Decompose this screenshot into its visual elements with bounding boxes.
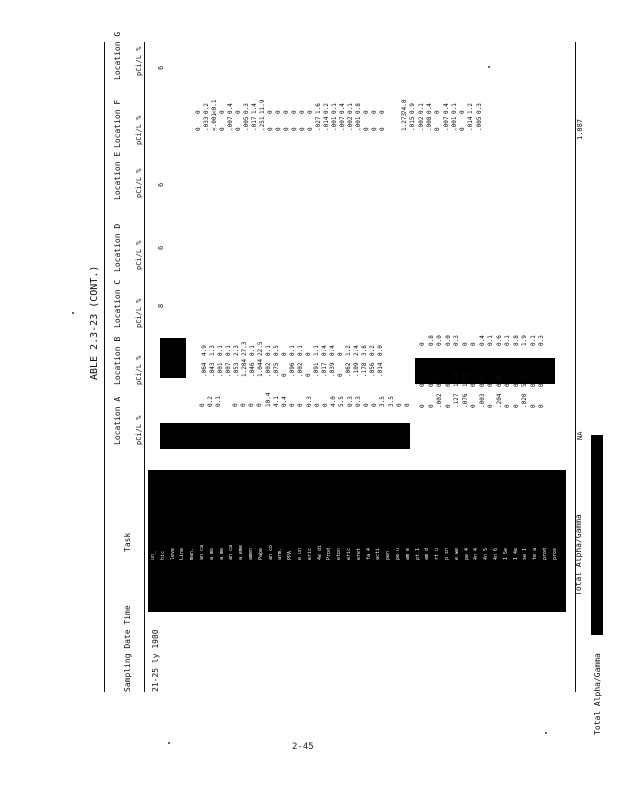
table-cell: .039 [329,362,336,377]
table-cell: 0.8 [427,335,435,346]
redaction-block-loc-b-top [160,338,186,378]
table-cell: .014 [467,116,475,131]
table-cell: 0 [512,383,520,387]
task-label: am d [424,547,431,560]
table-cell: 0.1 [297,345,304,356]
sub-f: pCi/L % [135,115,143,145]
table-cell: 0 [322,403,329,407]
header-loc-b: Location B [113,336,122,385]
loc-g-mark: 6 [157,65,165,70]
table-cell: .109 [353,362,360,377]
redaction-block-task [148,470,566,532]
table-cell: 13.2 [461,372,469,387]
task-label: pt 1 [414,547,421,560]
table-cell: 0 [444,383,452,387]
table-cell: 0.2 [323,103,330,114]
table-cell: 0 [470,404,477,408]
table-cell: 0 [379,110,386,114]
table-cell: .001 [355,116,362,131]
sub-g: pCi/L % [135,46,143,76]
table-cell: 0 [199,403,206,407]
table-cell: 0 [459,110,467,114]
table-cell: 0 [395,403,403,407]
table-cell: <0.1 [211,99,218,114]
table-cell: .007 [339,116,346,131]
table-cell: 22.5 [257,341,264,356]
task-label: eric [306,547,313,560]
table-cell: .017 [321,362,328,377]
header-loc-d: Location D [113,223,122,272]
redaction-block-loc-a [160,423,410,449]
table-cell: .251 [259,116,266,131]
table-cell: 1.1 [313,345,320,356]
table-cell: 0 [444,404,452,408]
table-cell: 0.8 [355,103,362,114]
table-cell: .204 [495,393,503,408]
table-cell: 0 [538,383,545,387]
task-label: pen [385,550,392,560]
task-label: an ca [199,544,205,560]
table-top-rule [104,42,105,692]
table-cell: .053 [233,362,240,377]
table-cell: .178 [361,362,368,377]
table-cell: 4.9 [201,345,208,356]
table-cell: 0.1 [450,103,458,114]
table-cell: 0 [337,373,344,377]
table-cell: 0 [363,110,370,114]
task-label: leve [169,547,176,560]
task-label: 1 5e [502,547,509,560]
header-rule [144,42,145,692]
table-cell: 0.1 [487,335,494,346]
table-cell: 1.273 [401,112,408,131]
table-cell: .015 [409,116,417,131]
table-cell: 2.4 [353,345,360,356]
table-cell: 2.3 [233,345,240,356]
table-cell: 0 [419,342,426,346]
table-cell: 1.044 [257,358,264,377]
table-cell: .014 [323,116,330,131]
task-label: man. [189,547,196,560]
task-label: 1 4e [512,547,519,560]
table-cell: 0.3 [478,376,486,387]
scan-speck [168,742,170,744]
table-cell: 0 [219,127,226,131]
table-cell: .005 [243,116,250,131]
table-cell: 0.0 [444,335,452,346]
table-cell: 0.1 [529,335,537,346]
task-label: an co [267,544,274,560]
task-label: Pape [257,547,264,560]
task-label: pros [551,547,558,560]
table-cell: 27.3 [241,341,248,356]
loc-c-mark: 8 [157,303,165,308]
header-sampling: Sampling Date Time [123,605,132,692]
sub-c: pCi/L % [135,298,143,328]
table-cell: 1.9 [521,335,528,346]
task-label: te a [532,547,539,560]
table-cell: 0 [299,110,306,114]
table-cell: 0 [470,383,477,387]
scan-speck [488,66,490,68]
table-cell: 3.8 [361,345,368,356]
table-cell: 0 [275,110,282,114]
task-label: acti [375,547,382,560]
loc-e-mark: 6 [157,182,165,187]
task-label: prod [542,547,548,560]
table-cell: .001 [331,116,338,131]
table-cell: 1.4 [251,103,258,114]
table-cell: .062 [345,362,352,377]
table-cell: 0.3 [346,396,354,407]
task-label: pe 4 [463,547,470,560]
table-cell: 0 [195,127,202,131]
sampling-date: 21-25 ly 1980 [151,629,160,692]
task-label: amen [248,547,254,560]
table-cell: .002 [265,362,272,377]
table-cell: 0 [434,110,442,114]
loc-d-mark: 6 [157,245,165,250]
task-label: an ca [228,544,235,560]
table-cell: 5.7 [521,376,528,387]
table-cell: 0 [363,127,370,131]
sub-a: pCi/L % [135,415,143,445]
table-cell: .043 [209,362,216,377]
table-cell: 1.204 [241,358,248,377]
table-cell: .064 [201,362,208,377]
table-cell: 0.1 [225,345,232,356]
table-cell: .076 [461,393,469,408]
table-cell: 0.2 [207,396,215,407]
table-cell: 0.1 [249,345,256,356]
table-cell: 0.3 [354,396,362,407]
table-cell: 0 [379,127,386,131]
task-label: 4n 6 [493,547,499,560]
table-cell: .020 [521,393,528,408]
table-cell: .091 [313,362,320,377]
table-cell: 0.9 [409,103,417,114]
table-cell: 0.3 [243,103,250,114]
table-cell: 0.2 [369,345,376,356]
table-cell: .002 [436,393,443,408]
task-label: hic [159,550,166,560]
task-label: e un [297,547,303,560]
table-cell: 0 [371,403,379,407]
table-cell: 0 [267,110,274,114]
scan-speck [72,312,74,314]
table-title: ABLE 2.3-23 (CONT.) [89,265,100,380]
table-cell: 1.2 [467,103,475,114]
redaction-block-task-rows [148,532,566,612]
table-cell: 0 [504,383,511,387]
task-label: eric [346,547,352,560]
table-cell: 0 [305,373,312,377]
table-cell: 5.5 [338,396,346,407]
task-label: eton [336,547,343,560]
task-label: PPA [287,550,294,560]
table-cell: 0 [419,383,426,387]
header-loc-a: Location A [113,396,122,445]
table-cell: 0 [195,110,202,114]
table-cell: 0 [256,403,264,407]
table-cell: 0 [538,404,545,408]
table-cell: 0 [487,404,494,408]
task-label: un_ [150,550,156,560]
task-label: e we [453,547,460,560]
table-cell: 0 [512,404,520,408]
table-cell: 0 [267,127,274,131]
table-cell: .096 [289,362,296,377]
table-cell: 0.1 [265,345,272,356]
table-cell: 74.8 [401,99,408,114]
table-cell: 0.2 [203,103,210,114]
table-cell: 0.1 [347,103,354,114]
header-task: Task [123,532,132,552]
table-cell: 0.3 [453,335,460,346]
sub-b: pCi/L % [135,355,143,385]
table-cell: .001 [450,116,458,131]
table-cell: 0.1 [217,345,224,356]
table-cell: .008 [425,116,433,131]
table-cell: 0 [231,403,239,407]
table-cell: 0.6 [495,335,503,346]
scan-speck [545,732,547,734]
table-cell: 0.3 [475,103,483,114]
table-cell: .002 [347,116,354,131]
total-mid-value: NA [576,431,584,440]
table-cell: 0 [504,404,511,408]
task-label: pe u [395,547,401,560]
task-label: rt u [434,547,441,560]
table-cell: 0 [235,127,242,131]
table-cell: 11.9 [259,99,266,114]
table-cell: 0.0 [436,335,443,346]
table-cell: 0.4 [339,103,346,114]
task-label: 4n 5 [483,547,490,560]
task-label: p sn [444,547,450,560]
task-label: a eme [238,544,245,560]
table-cell: 0.5 [273,345,280,356]
table-cell: .075 [273,362,280,377]
total-right-value: 1.087 [576,118,584,140]
table-cell: 0 [219,110,226,114]
table-cell: 0 [371,110,378,114]
sub-e: pCi/L % [135,168,143,198]
table-cell: 0 [307,127,314,131]
task-label: se 1 [522,547,529,560]
table-cell: 0.3 [305,396,313,407]
table-cell: .056 [369,362,376,377]
header-loc-e: Location E [113,151,122,200]
table-cell: 0 [371,127,378,131]
table-cell: .002 [297,362,304,377]
table-cell: 0 [434,127,442,131]
table-cell: 1.6 [315,103,322,114]
table-cell: 0.0 [495,376,503,387]
header-loc-c: Location C [113,279,122,328]
table-cell: 0.4 [321,345,328,356]
table-cell: 0 [459,127,467,131]
table-cell: .127 [453,393,460,408]
table-cell: 0.1 [215,396,223,407]
table-cell: 0 [461,342,469,346]
table-cell: .007 [442,116,450,131]
table-cell: 0 [281,352,288,356]
table-cell: 0 [363,403,370,407]
table-cell: 3.5 [387,396,395,407]
task-label: arm. [277,547,284,560]
table-cell: 0 [404,403,411,407]
task-label: a mo [208,547,215,560]
table-cell: 0 [291,110,298,114]
table-cell: .005 [475,116,483,131]
table-cell: .014 [377,362,384,377]
table-cell: 0 [470,342,477,346]
table-cell: 4.0 [330,396,338,407]
table-cell: .046 [249,362,256,377]
total-row-label-lower: Total Alpha/Gamma [593,653,602,735]
task-label: eret [355,547,362,560]
table-cell: 0.4 [442,103,450,114]
table-cell: 0 [281,373,288,377]
table-cell: 0 [240,403,247,407]
task-label: a me [218,547,225,560]
header-loc-g: Location G [113,31,122,80]
table-cell: 0.4 [227,103,234,114]
total-row-label: Total Alpha/Gamma [574,514,583,596]
page-number: 2-45 [292,742,314,752]
table-cell: 0 [419,404,426,408]
table-cell: 0.4 [329,345,336,356]
sub-d: pCi/L % [135,240,143,270]
right-edge-redaction [591,435,603,635]
task-label: Line [179,547,186,560]
table-cell: 0 [297,403,305,407]
table-cell: 0 [487,383,494,387]
table-cell: 0 [235,110,242,114]
table-cell: 0 [275,127,282,131]
table-cell: .002 [417,116,425,131]
table-cell: 0.4 [281,396,288,407]
table-cell: .001 [217,362,224,377]
table-cell: 10.4 [264,392,272,407]
task-label: fa 4 [365,547,372,560]
table-cell: 3.5 [379,396,387,407]
table-cell: 0.1 [331,103,338,114]
table-cell: 0.1 [504,335,511,346]
table-cell: .033 [203,116,210,131]
task-label: 4n 4 [473,547,480,560]
table-cell: 0 [313,403,321,407]
table-cell: .007 [227,116,234,131]
table-cell: 0.4 [478,335,486,346]
table-cell: 0 [305,352,312,356]
table-cell: 0 [307,110,314,114]
table-cell: 1.3 [209,345,216,356]
table-cell: 0.4 [425,103,433,114]
header-loc-f: Location F [113,99,122,148]
table-cell: 13.3 [453,372,460,387]
table-cell: 0.0 [377,345,384,356]
table-cell: 0 [337,352,344,356]
task-label: 4e di [316,544,323,560]
table-cell: 0 [248,403,256,407]
table-cell: <.001 [211,112,218,131]
table-cell: .003 [478,393,486,408]
table-cell: 0 [529,383,537,387]
table-cell: 0 [283,110,290,114]
task-label: Prod [326,547,333,560]
table-cell: 0.3 [538,335,545,346]
table-cell: 0 [299,127,306,131]
table-cell: 0.1 [417,103,425,114]
table-cell: 8.8 [512,335,520,346]
table-cell: 0.1 [289,345,296,356]
table-cell: .017 [251,116,258,131]
table-cell: 0.7 [436,376,443,387]
table-cell: 0 [283,127,290,131]
table-cell: 4.1 [272,396,280,407]
table-cell: 0 [427,383,435,387]
table-cell: 0 [291,127,298,131]
table-cell: 0 [427,404,435,408]
table-cell: 1.2 [345,345,352,356]
table-cell: 0 [529,404,537,408]
task-label: am e [404,547,411,560]
table-cell: 0 [289,403,297,407]
table-cell: .007 [225,362,232,377]
table-cell: .027 [315,116,322,131]
